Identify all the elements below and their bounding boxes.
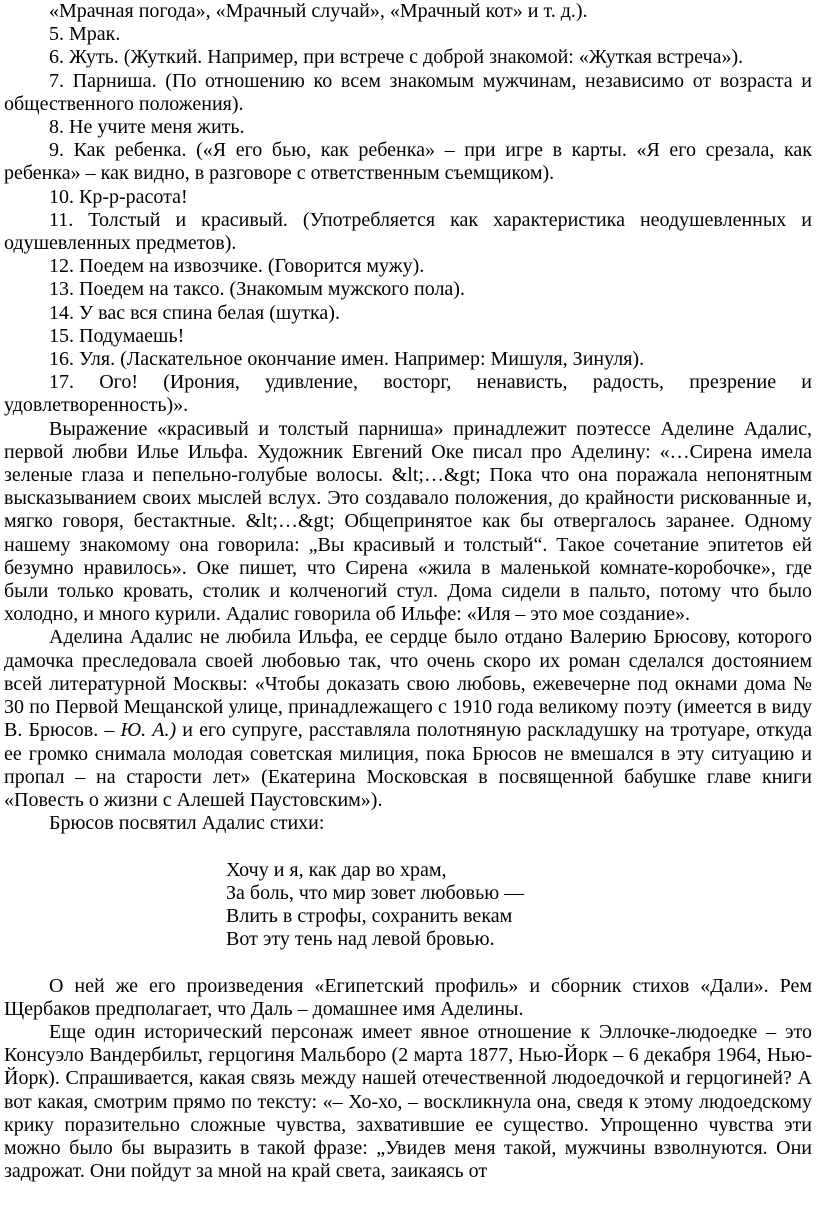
paragraph-vanderbilt: Еще один исторический персонаж имеет явное отношение к Эллочке-людоедке – это Консуэло Вандербильт, герцогиня Мальборо (2 марта 1877, Нью-Йорк – 6 декабря 1964, Нью-Йорк). Спрашивается, какая связь между нашей отечественной людоедочкой и герцогиней? А вот какая, смотрим прямо по тексту: «– Хо-хо, – воскликнула она, сведя к этому людоедскому крику поразительно сложные чувства, захватившие ее существо. Упрощенно чувства эти можно было бы выразить в такой фразе: „Увидев меня такой, мужчины взволнуются. Они задрожат. Они пойдут за мной на край света, заикаясь от (4, 1020, 812, 1183)
poem-block (226, 859, 812, 952)
blank-line (4, 951, 812, 974)
paragraph-item-12: 12. Поедем на извозчике. (Говорится мужу). (49, 255, 425, 278)
bryusov-text-after: и его супруге, расставляла полотняную раскладушку на тротуаре, откуда ее громко снимала молодая советская милиция, пока Брюсов не вмешался в эту ситуацию и пропал – на старости лет» (Екатерина Московская в посвященной бабушке главе книги «Повесть о жизни с Алешей Паустовским»). (4, 719, 812, 811)
paragraph-item-10: 10. Кр-р-расота! (49, 185, 188, 208)
paragraph-item-6: 6. Жуть. (Жуткий. Например, при встрече с доброй знакомой: «Жуткая встреча»). (49, 46, 744, 69)
bryusov-text-italic: Ю. А.) (120, 719, 177, 742)
paragraph-bryusov (4, 626, 812, 812)
bryusov-text-before: Аделина Адалис не любила Ильфа, ее сердце было отдано Валерию Брюсову, которого дамочка преследовала своей любовью так, что очень скоро их роман сделался достоянием всей литературной Москвы: «Чтобы доказать свою любовь, ежевечерне под окнами дома № 30 по Первой Мещанской улице, принадлежащего с 1910 года великому поэту (имеется в виду В. Брюсов. – (4, 626, 812, 742)
poem-line: За боль, что мир зовет любовью — (226, 881, 525, 904)
paragraph-item-8: 8. Не учите меня жить. (49, 116, 245, 139)
blank-line (4, 835, 812, 858)
paragraph-item-15: 15. Подумаешь! (49, 324, 185, 347)
paragraph-egyptian-profile: О ней же его произведения «Египетский профиль» и сборник стихов «Дали». Рем Щербаков предполагает, что Даль – домашнее имя Аделины. (4, 974, 812, 1020)
paragraph-item-11: 11. Толстый и красивый. (Употребляется как характеристика неодушевленных и одушевленных предметов). (4, 208, 812, 255)
poem-line: Влить в строфы, сохранить векам (226, 904, 513, 927)
poem-line: Вот эту тень над левой бровью. (226, 928, 495, 951)
paragraph-item-16: 16. Уля. (Ласкательное окончание имен. Например: Мишуля, Зинуля). (49, 348, 645, 371)
paragraph-list-continuation: «Мрачная погода», «Мрачный случай», «Мрачный кот» и т. д.). (49, 0, 588, 22)
paragraph-item-13: 13. Поедем на таксо. (Знакомым мужского пола). (49, 278, 465, 301)
paragraph-item-9: 9. Как ребенка. («Я его бью, как ребенка» – при игре в карты. «Я его срезала, как ребенка» – как видно, в разговоре с ответственным съемщиком). (4, 139, 812, 185)
paragraph-item-17: 17. Ого! (Ирония, удивление, восторг, ненависть, радость, презрение и удовлетворенность)». (4, 371, 812, 417)
paragraph-poem-intro: Брюсов посвятил Адалис стихи: (49, 812, 325, 835)
poem-line: Хочу и я, как дар во храм, (226, 858, 447, 881)
paragraph-item-14: 14. У вас вся спина белая (шутка). (49, 301, 340, 324)
paragraph-adalis: Выражение «красивый и толстый парниша» принадлежит поэтессе Аделине Адалис, первой любви Илье Ильфа. Художник Евгений Оке писал про Аделину: «…Сирена имела зеленые глаза и пепельно-голубые волосы. &lt;…&gt; Пока что она поражала непонятным высказыванием своих мыслей вслух. Это создавало положения, до крайности рискованные и, мягко говоря, бестактные. &lt;…&gt; Общепринятое как бы отвергалось заранее. Одному нашему знакомому она говорила: „Вы красивый и толстый“. Такое сочетание эпитетов ей безумно нравилось». Оке пишет, что Сирена «жила в маленькой комнате-коробочке», где были только кровать, столик и колченогий стул. Дома сидели в пальто, потому что было холодно, и много курили. Адалис говорила об Ильфе: «Иля – это мое создание». (4, 417, 812, 626)
paragraph-item-7: 7. Парниша. (По отношению ко всем знакомым мужчинам, независимо от возраста и общественного положения). (4, 69, 812, 115)
paragraph-item-5: 5. Мрак. (49, 23, 121, 46)
